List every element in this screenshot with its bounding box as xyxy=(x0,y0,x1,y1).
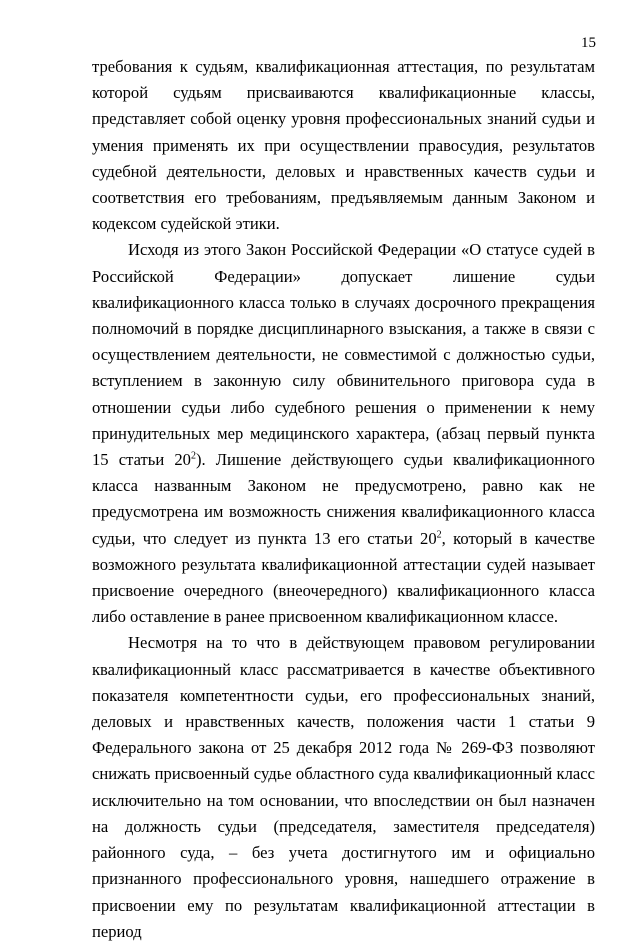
paragraph-continuation: требования к судьям, квалификационная аттестация, по результатам которой судьям присваиваются квалификационные классы, представляет собой оценку уровня профессиональных знаний судьи и умения применять их при осуществлении правосудия, результатов судебной деятельности, деловых и нравственных качеств судьи и соответствия его требованиям, предъявляемым данным Законом и кодексом судейской этики. xyxy=(92,57,595,234)
paragraph-text-part: Исходя из этого Закон Российской Федерации «О статусе судей в Российской Федерации» допускает лишение судьи квалификационного класса только в случаях досрочного прекращения полномочий в порядке дисциплинарного взыскания, а также в связи с осуществлением деятельности, не совместимой с должностью судьи, вступлением в законную силу обвинительного приговора суда в отношении судьи либо судебного решения о применении к нему принудительных мер медицинского характера, (абзац первый пункта 15 статьи 20 xyxy=(92,240,595,470)
paragraph-text-part: , который в качестве возможного результата квалификационной аттестации судей называет присвоение очередного (внеочередного) квалификационного класса либо оставление в ранее присвоенном квалификационном классе. xyxy=(92,528,595,627)
paragraph-regulation: Несмотря на то что в действующем правовом регулировании квалификационный класс рассматривается в качестве объективного показателя компетентности судьи, его профессиональных знаний, деловых и нравственных качеств, положения части 1 статьи 9 Федерального закона от 25 декабря 2012 года № 269-ФЗ позволяют снижать присвоенный судье областного суда квалификационный класс исключительно на том основании, что впоследствии он был назначен на должность судьи (председателя, заместителя председателя) районного суда, – без учета достигнутого им и официально признанного профессионального уровня, нашедшего отражение в присвоении ему по результатам квалификационной аттестации в период xyxy=(92,633,595,941)
document-body xyxy=(92,54,595,945)
paragraph-statute-provisions xyxy=(92,237,595,630)
article-superscript: 2 xyxy=(190,450,196,462)
article-superscript: 2 xyxy=(436,529,442,541)
paragraph-text-part: ). Лишение действующего судьи квалификационного класса названным Законом не предусмотрено, равно как не предусмотрена им возможность снижения квалификационного класса судьи, что следует из пункта 13 его статьи 20 xyxy=(92,450,595,548)
page-number: 15 xyxy=(581,35,596,51)
